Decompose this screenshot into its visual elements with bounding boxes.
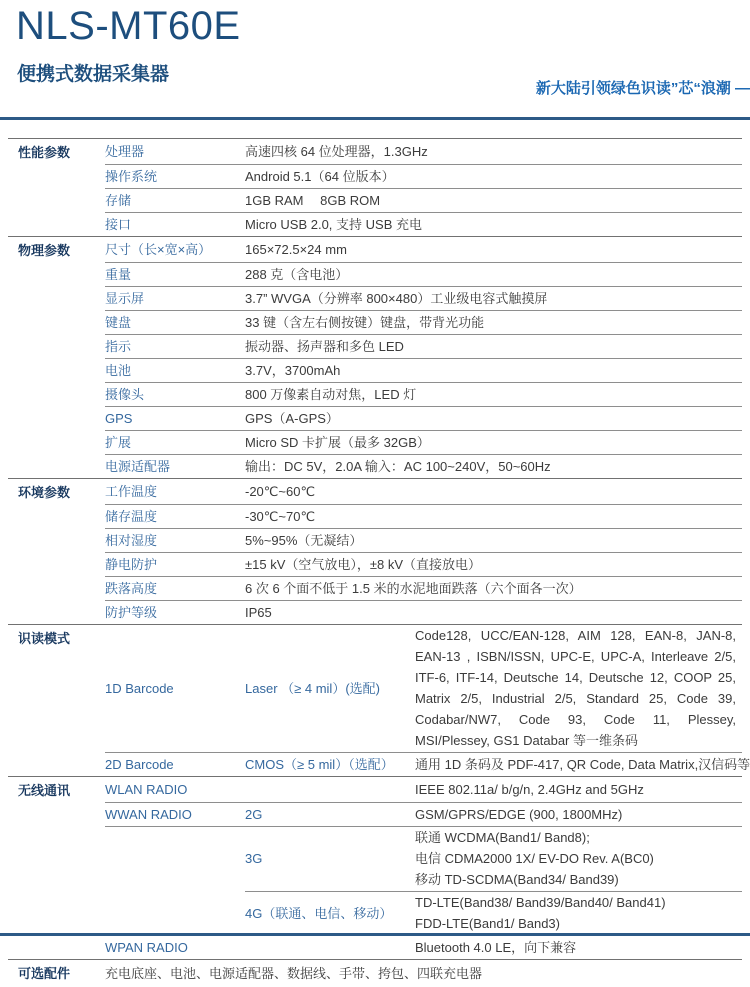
- spec-value: [415, 827, 742, 890]
- spec-row: [8, 891, 742, 935]
- section-label-spacer: [8, 335, 105, 338]
- spec-row: [8, 406, 742, 430]
- spec-value-line: FDD-LTE(Band1/ Band3): [415, 916, 560, 931]
- spec-row: [8, 138, 742, 164]
- section-label-spacer: [8, 407, 105, 410]
- spec-attribute: 跌落高度: [105, 580, 158, 596]
- spec-row: [8, 164, 742, 188]
- spec-attribute: WPAN RADIO: [105, 939, 188, 955]
- spec-value: Micro SD 卡扩展（最多 32GB）: [245, 434, 430, 450]
- spec-subattribute: 4G（联通、电信、移动）: [245, 905, 393, 921]
- spec-value: 通用 1D 条码及 PDF-417, QR Code, Data Matrix,汉信码等: [415, 756, 750, 772]
- section-label: 性能参数: [18, 145, 71, 160]
- section-label: 无线通讯: [18, 783, 71, 798]
- section-label: 识读模式: [18, 631, 71, 646]
- spec-row: [8, 752, 750, 776]
- spec-row: [8, 826, 742, 891]
- section-label: 物理参数: [18, 243, 71, 258]
- spec-value: ±15 kV（空气放电），±8 kV（直接放电）: [245, 556, 482, 572]
- spec-row: [8, 624, 742, 752]
- spec-row: [8, 552, 742, 576]
- spec-value: Micro USB 2.0, 支持 USB 充电: [245, 216, 422, 232]
- spec-value-line: TD-LTE(Band38/ Band39/Band40/ Band41): [415, 895, 666, 910]
- spec-row: [8, 188, 742, 212]
- spec-value: Code128, UCC/EAN-128, AIM 128, EAN-8, JAN-8, EAN-13 , ISBN/ISSN, UPC-E, UPC-A, Interleave 2/5, ITF-6, ITF-14, Deutsche 14, Deutsche 12, COOP 25, Matrix 2/5, Industrial 2/5, Standard 25, Code 39, Codabar/NW7, Code 93, Code 11, Plessey, MSI/Plessey, GS1 Databar 等一维条码: [415, 628, 736, 748]
- spec-value: 充电底座、电池、电源适配器、数据线、手带、挎包、四联充电器: [105, 965, 483, 981]
- spec-row: [8, 776, 742, 802]
- spec-row: [8, 959, 742, 987]
- spec-value: 288 克（含电池）: [245, 266, 349, 282]
- spec-row: [8, 262, 742, 286]
- spec-row: [8, 504, 742, 528]
- spec-row: [8, 382, 742, 406]
- spec-value: 6 次 6 个面不低于 1.5 米的水泥地面跌落（六个面各一次）: [245, 580, 582, 596]
- spec-value: 振动器、扬声器和多色 LED: [245, 338, 404, 354]
- spec-value: -20℃~60℃: [245, 483, 316, 499]
- spec-subattribute: 3G: [245, 851, 263, 866]
- spec-value: Bluetooth 4.0 LE，向下兼容: [415, 939, 577, 955]
- section-label-spacer: [8, 577, 105, 580]
- spec-attribute: 防护等级: [105, 604, 158, 620]
- spec-subattribute: 2G: [245, 806, 263, 822]
- spec-attribute: 储存温度: [105, 508, 158, 524]
- spec-value-line: 联通 WCDMA(Band1/ Band8);: [415, 830, 590, 845]
- spec-value: GSM/GPRS/EDGE (900, 1800MHz): [415, 806, 623, 822]
- spec-attribute: 扩展: [105, 434, 132, 450]
- section-label-spacer: [8, 827, 105, 830]
- spec-row: [8, 528, 742, 552]
- section-label-spacer: [8, 753, 105, 756]
- spec-attribute: 1D Barcode: [105, 680, 174, 696]
- spec-attribute: 电池: [105, 362, 132, 378]
- section-label-spacer: [8, 189, 105, 192]
- spec-value: -30℃~70℃: [245, 508, 316, 524]
- section-label: 可选配件: [18, 966, 71, 981]
- spec-attribute: 键盘: [105, 314, 132, 330]
- section-label-spacer: [8, 601, 105, 604]
- spec-value: 800 万像素自动对焦，LED 灯: [245, 386, 417, 402]
- product-subtitle: 便携式数据采集器: [17, 64, 170, 85]
- spec-attribute: 显示屏: [105, 290, 145, 306]
- spec-attribute: 存储: [105, 192, 132, 208]
- spec-value: IEEE 802.11a/ b/g/n, 2.4GHz and 5GHz: [415, 781, 644, 797]
- spec-attribute: 2D Barcode: [105, 756, 174, 772]
- spec-attribute: 处理器: [105, 143, 145, 159]
- section-label-spacer: [8, 165, 105, 168]
- spec-value: 高速四核 64 位处理器，1.3GHz: [245, 143, 428, 159]
- product-model-title: NLS-MT60E: [16, 4, 241, 48]
- section-label-spacer: [8, 553, 105, 556]
- spec-table: [8, 138, 750, 987]
- spec-subattribute: Laser （≥ 4 mil）(选配): [245, 680, 380, 696]
- section-label-spacer: [8, 455, 105, 458]
- spec-row: [8, 430, 742, 454]
- section-label-spacer: [8, 311, 105, 314]
- spec-value: Android 5.1（64 位版本）: [245, 168, 395, 184]
- spec-attribute: 操作系统: [105, 168, 158, 184]
- spec-attribute: 重量: [105, 266, 132, 282]
- spec-attribute: 相对湿度: [105, 532, 158, 548]
- section-label-spacer: [8, 529, 105, 532]
- spec-attribute: 接口: [105, 216, 132, 232]
- section-label-spacer: [8, 287, 105, 290]
- section-label-spacer: [8, 892, 105, 895]
- spec-value-line: 移动 TD-SCDMA(Band34/ Band39): [415, 872, 619, 887]
- spec-value-line: 电信 CDMA2000 1X/ EV-DO Rev. A(BC0): [415, 851, 654, 866]
- spec-row: [8, 576, 742, 600]
- section-label-spacer: [8, 431, 105, 434]
- spec-row: [8, 334, 742, 358]
- spec-row: [8, 454, 742, 478]
- spec-value: 5%~95%（无凝结）: [245, 532, 363, 548]
- section-label-spacer: [8, 383, 105, 386]
- spec-value: [415, 892, 742, 934]
- spec-value: 3.7V，3700mAh: [245, 362, 341, 378]
- section-label-spacer: [8, 803, 105, 806]
- brand-tagline: 新大陆引领绿色识读”芯“浪潮 —: [535, 80, 750, 97]
- spec-attribute: 摄像头: [105, 386, 145, 402]
- spec-value: 165×72.5×24 mm: [245, 241, 347, 257]
- spec-attribute: 静电防护: [105, 556, 158, 572]
- spec-attribute: WWAN RADIO: [105, 806, 192, 822]
- section-label-spacer: [8, 263, 105, 266]
- spec-value: 33 键（含左右侧按键）键盘，带背光功能: [245, 314, 485, 330]
- section-label-spacer: [8, 936, 105, 939]
- section-label: 环境参数: [18, 485, 71, 500]
- spec-attribute: 尺寸（长×宽×高）: [105, 241, 212, 257]
- spec-attribute: 电源适配器: [105, 458, 171, 474]
- spec-attribute: WLAN RADIO: [105, 781, 188, 797]
- spec-row: [8, 358, 742, 382]
- spec-row: [8, 236, 742, 262]
- spec-row: [8, 286, 742, 310]
- spec-row: [8, 802, 742, 826]
- spec-attribute: 工作温度: [105, 483, 158, 499]
- section-label-spacer: [8, 505, 105, 508]
- spec-subattribute: CMOS（≥ 5 mil）（选配）: [245, 756, 394, 772]
- section-label-spacer: [8, 359, 105, 362]
- spec-row: [8, 935, 742, 959]
- spec-value: 1GB RAM 8GB ROM: [245, 192, 381, 208]
- spec-row: [8, 310, 742, 334]
- spec-value: 3.7” WVGA（分辨率 800×480）工业级电容式触摸屏: [245, 290, 548, 306]
- spec-value: IP65: [245, 604, 272, 620]
- header-divider-line: [0, 117, 750, 120]
- spec-row: [8, 478, 742, 504]
- spec-value: 输出：DC 5V，2.0A 输入：AC 100~240V，50~60Hz: [245, 458, 551, 474]
- spec-attribute: 指示: [105, 338, 132, 354]
- spec-value: GPS（A-GPS）: [245, 410, 339, 426]
- spec-row: [8, 600, 742, 624]
- section-label-spacer: [8, 213, 105, 216]
- footer-divider-line: [0, 933, 750, 936]
- page-header: [0, 0, 750, 118]
- spec-row: [8, 212, 742, 236]
- spec-attribute: GPS: [105, 410, 133, 426]
